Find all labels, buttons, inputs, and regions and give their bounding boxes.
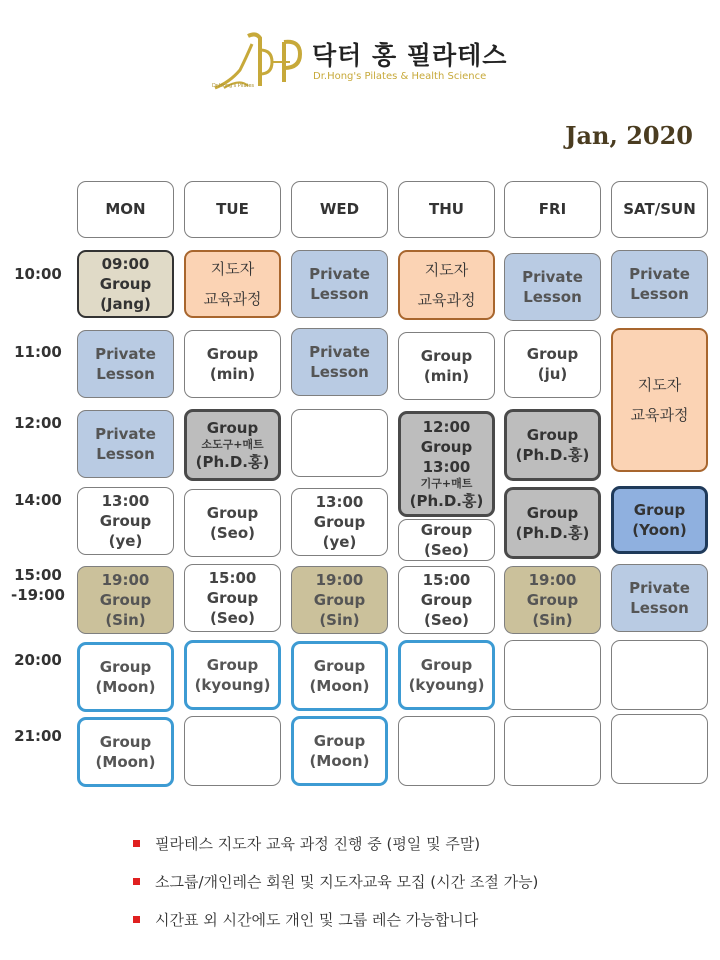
class-cell-sat-21	[611, 714, 708, 784]
time-label: 10:00	[14, 265, 62, 283]
class-cell-tue-21	[184, 716, 281, 786]
class-cell-wed-12	[291, 409, 388, 477]
class-cell-thu-10: 지도자 교육과정	[398, 250, 495, 320]
class-cell-sat-14: Group (Yoon)	[611, 486, 708, 554]
class-cell-fri-21	[504, 716, 601, 786]
class-cell-tue-15: 15:00 Group (Seo)	[184, 564, 281, 632]
class-cell-sat-10: Private Lesson	[611, 250, 708, 318]
time-label: 12:00	[14, 414, 62, 432]
class-cell-tue-20: Group (kyoung)	[184, 640, 281, 710]
class-cell-fri-10: Private Lesson	[504, 253, 601, 321]
schedule-month: Jan, 2020	[565, 121, 693, 150]
day-header-mon: MON	[77, 181, 174, 238]
bullet-icon	[133, 840, 140, 847]
brand-logo	[210, 30, 510, 92]
class-cell-thu-21	[398, 716, 495, 786]
brand-name-english: Dr.Hong's Pilates & Health Science	[313, 71, 487, 82]
class-cell-thu-11: Group (min)	[398, 332, 495, 400]
class-cell-mon-10: 09:00 Group (Jang)	[77, 250, 174, 318]
class-cell-sat-20	[611, 640, 708, 710]
class-cell-mon-14: 13:00 Group (ye)	[77, 487, 174, 555]
bullet-icon	[133, 916, 140, 923]
class-cell-sat-15: Private Lesson	[611, 564, 708, 632]
class-cell-mon-15: 19:00 Group (Sin)	[77, 566, 174, 634]
class-cell-thu-14: Group (Seo)	[398, 519, 495, 561]
class-cell-wed-10: Private Lesson	[291, 250, 388, 318]
class-cell-wed-14: 13:00 Group (ye)	[291, 488, 388, 556]
class-cell-wed-11: Private Lesson	[291, 328, 388, 396]
day-header-wed: WED	[291, 181, 388, 238]
time-label: 21:00	[14, 727, 62, 745]
class-cell-fri-15: 19:00 Group (Sin)	[504, 566, 601, 634]
time-label: 20:00	[14, 651, 62, 669]
logo-caption: Dr.Hong's Pilates	[212, 83, 255, 89]
day-header-thu: THU	[398, 181, 495, 238]
class-cell-mon-20: Group (Moon)	[77, 642, 174, 712]
time-label: 15:00 -19:00	[11, 566, 65, 604]
class-cell-sat-11: 지도자 교육과정	[611, 328, 708, 472]
class-cell-mon-21: Group (Moon)	[77, 717, 174, 787]
time-label: 14:00	[14, 491, 62, 509]
bullet-icon	[133, 878, 140, 885]
class-cell-fri-11: Group (ju)	[504, 330, 601, 398]
class-cell-fri-14: Group (Ph.D.홍)	[504, 487, 601, 559]
class-cell-tue-10: 지도자 교육과정	[184, 250, 281, 318]
time-label: 11:00	[14, 343, 62, 361]
class-cell-tue-11: Group (min)	[184, 330, 281, 398]
class-cell-mon-12: Private Lesson	[77, 410, 174, 478]
day-header-fri: FRI	[504, 181, 601, 238]
class-cell-mon-11: Private Lesson	[77, 330, 174, 398]
class-cell-thu-12: 12:00 Group 13:00 기구+매트 (Ph.D.홍)	[398, 411, 495, 517]
class-cell-fri-20	[504, 640, 601, 710]
class-cell-wed-21: Group (Moon)	[291, 716, 388, 786]
class-cell-wed-20: Group (Moon)	[291, 641, 388, 711]
class-cell-wed-15: 19:00 Group (Sin)	[291, 566, 388, 634]
class-cell-tue-14: Group (Seo)	[184, 489, 281, 557]
class-cell-fri-12: Group (Ph.D.홍)	[504, 409, 601, 481]
class-cell-tue-12: Group 소도구+매트 (Ph.D.홍)	[184, 409, 281, 481]
class-cell-thu-20: Group (kyoung)	[398, 640, 495, 710]
day-header-sat-sun: SAT/SUN	[611, 181, 708, 238]
class-cell-thu-15: 15:00 Group (Seo)	[398, 566, 495, 634]
day-header-tue: TUE	[184, 181, 281, 238]
brand-name-korean: 닥터 홍 필라테스	[312, 41, 508, 70]
